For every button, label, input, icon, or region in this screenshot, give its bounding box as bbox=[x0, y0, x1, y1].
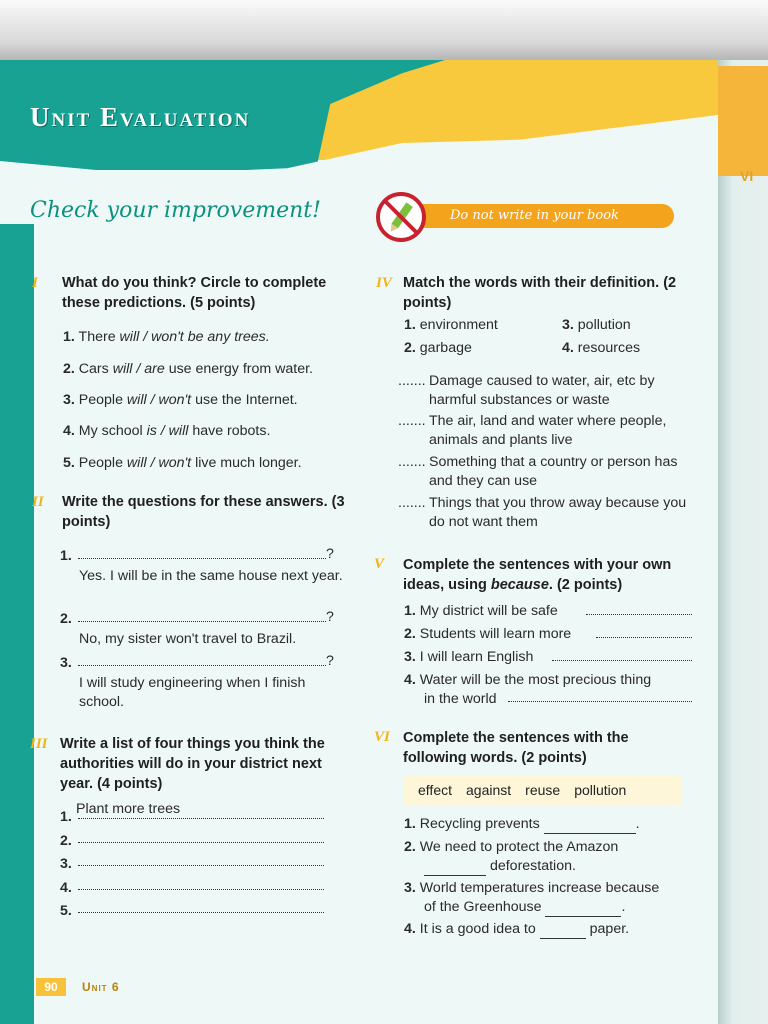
circle-options[interactable]: will / won't be any trees. bbox=[119, 329, 270, 345]
item-number: 3. bbox=[63, 392, 75, 408]
question-mark: ? bbox=[326, 546, 334, 562]
item-number: 4. bbox=[404, 921, 416, 937]
circle-options[interactable]: will / are bbox=[112, 361, 165, 377]
sentence-answer-line[interactable] bbox=[586, 613, 692, 615]
prediction-item bbox=[63, 328, 353, 347]
given-answer: No, my sister won't travel to Brazil. bbox=[79, 631, 297, 647]
answer-blank[interactable] bbox=[545, 916, 621, 917]
definition-text: Something that a country or person has and they can use bbox=[429, 454, 678, 489]
sentence-text: Students will learn more bbox=[419, 626, 572, 642]
fill-sentence bbox=[404, 838, 696, 857]
given-answer: I will study engineering when I finish school. bbox=[79, 675, 306, 710]
list-answer-line[interactable] bbox=[78, 864, 324, 866]
footer-unit-label: Unit 6 bbox=[82, 980, 120, 994]
item-number: 3. bbox=[60, 655, 72, 671]
item-number: 1. bbox=[404, 317, 416, 333]
page-title: Unit Evaluation bbox=[30, 102, 251, 132]
sentence-text: World temperatures increase because bbox=[419, 880, 660, 896]
question-answer-line[interactable] bbox=[78, 664, 326, 666]
question-answer-line[interactable] bbox=[78, 557, 326, 559]
match-blank[interactable]: ....... bbox=[398, 495, 426, 511]
word-bank bbox=[404, 775, 682, 805]
word-text: garbage bbox=[419, 340, 472, 356]
question-answer-line[interactable] bbox=[78, 620, 326, 622]
item-number: 2. bbox=[60, 833, 72, 849]
item-text: use energy from water. bbox=[164, 361, 313, 377]
item-number: 2. bbox=[63, 361, 75, 377]
section-subtitle: Check your improvement! bbox=[30, 198, 321, 223]
no-pencil-icon bbox=[376, 192, 426, 242]
no-write-label: Do not write in your book bbox=[422, 204, 674, 228]
match-blank[interactable]: ....... bbox=[398, 454, 426, 470]
section-number-4: IV bbox=[376, 275, 392, 291]
section-number-5: V bbox=[374, 556, 385, 572]
no-write-notice bbox=[376, 192, 676, 242]
next-page-section-label: VI bbox=[740, 168, 754, 184]
item-number: 4. bbox=[63, 423, 75, 439]
question-mark: ? bbox=[326, 653, 334, 669]
item-text: People bbox=[78, 455, 127, 471]
item-number: 1. bbox=[63, 329, 75, 345]
sentence-end: . bbox=[621, 899, 626, 915]
fill-sentence bbox=[404, 879, 696, 898]
word-bank-item: against bbox=[466, 782, 512, 798]
item-number: 2. bbox=[404, 340, 416, 356]
fill-sentence bbox=[404, 815, 696, 834]
item-number: 4. bbox=[404, 672, 416, 688]
given-answer: Yes. I will be in the same house next year. bbox=[79, 568, 343, 584]
sentence-text: My district will be safe bbox=[419, 603, 558, 619]
match-blank[interactable]: ....... bbox=[398, 373, 426, 389]
match-word bbox=[404, 339, 472, 358]
item-number: 5. bbox=[60, 903, 72, 919]
sentence-end: paper. bbox=[589, 921, 630, 937]
sentence-text: It is a good idea to bbox=[419, 921, 536, 937]
word-bank-item: effect bbox=[418, 782, 452, 798]
item-number: 1. bbox=[404, 603, 416, 619]
definition-text: The air, land and water where people, animals and plants live bbox=[429, 413, 667, 448]
sentence-item bbox=[404, 625, 694, 644]
word-text: environment bbox=[419, 317, 498, 333]
item-number: 2. bbox=[404, 626, 416, 642]
item-text: live much longer. bbox=[191, 455, 302, 471]
word-text: resources bbox=[577, 340, 641, 356]
sentence-answer-line[interactable] bbox=[552, 659, 692, 661]
sentence-text: deforestation. bbox=[489, 858, 576, 874]
item-number: 3. bbox=[60, 856, 72, 872]
scan-edge bbox=[0, 0, 768, 60]
list-answer-line[interactable] bbox=[78, 911, 324, 913]
definition-text: Things that you throw away because you do not want them bbox=[429, 495, 687, 530]
prediction-item bbox=[63, 391, 353, 410]
item-number: 2. bbox=[60, 611, 72, 627]
section-2-instruction: Write the questions for these answers. (3 points) bbox=[62, 494, 345, 530]
match-word bbox=[562, 316, 631, 335]
word-bank-item: pollution bbox=[574, 782, 627, 798]
item-text: use the Internet. bbox=[191, 392, 298, 408]
next-page-banner bbox=[718, 66, 768, 176]
sentence-item bbox=[404, 602, 694, 621]
item-text: My school bbox=[78, 423, 147, 439]
item-text: There bbox=[78, 329, 120, 345]
sentence-text-cont: in the world bbox=[424, 691, 497, 707]
list-answer-line[interactable] bbox=[78, 888, 324, 890]
match-word bbox=[404, 316, 498, 335]
next-page-edge bbox=[718, 60, 768, 1024]
sentence-answer-line[interactable] bbox=[596, 636, 692, 638]
sentence-end: . bbox=[635, 816, 640, 832]
item-number: 4. bbox=[60, 880, 72, 896]
item-text: People bbox=[78, 392, 127, 408]
fill-sentence-cont bbox=[424, 898, 625, 917]
item-number: 3. bbox=[404, 880, 416, 896]
handwritten-answer: Plant more trees bbox=[76, 801, 181, 817]
match-word bbox=[562, 339, 640, 358]
sentence-answer-line[interactable] bbox=[508, 700, 692, 702]
section-6-instruction: Complete the sentences with the following words. (2 points) bbox=[403, 730, 629, 766]
sentence-text: I will learn English bbox=[419, 649, 534, 665]
prediction-item bbox=[63, 454, 353, 473]
prediction-item bbox=[63, 422, 353, 441]
page-number: 90 bbox=[36, 978, 66, 996]
sentence-text: of the Greenhouse bbox=[424, 899, 542, 915]
sentence-item bbox=[404, 671, 694, 690]
item-number: 1. bbox=[60, 809, 72, 825]
item-text: Cars bbox=[78, 361, 113, 377]
circle-options[interactable]: will / won't bbox=[126, 392, 192, 408]
section-number-2: II bbox=[32, 494, 44, 510]
item-number: 3. bbox=[562, 317, 574, 333]
circle-options[interactable]: is / will bbox=[146, 423, 189, 439]
prediction-item bbox=[63, 360, 353, 379]
item-number: 2. bbox=[404, 839, 416, 855]
match-blank[interactable]: ....... bbox=[398, 413, 426, 429]
section-5-instruction: Complete the sentences with your own ideas, using because. (2 points) bbox=[403, 557, 672, 593]
sentence-item bbox=[404, 648, 694, 667]
word-text: pollution bbox=[577, 317, 631, 333]
list-answer-line[interactable] bbox=[78, 841, 324, 843]
item-text: have robots. bbox=[188, 423, 271, 439]
circle-options[interactable]: will / won't bbox=[126, 455, 192, 471]
section-1-instruction: What do you think? Circle to complete these predictions. (5 points) bbox=[62, 275, 327, 311]
sentence-text: Recycling prevents bbox=[419, 816, 540, 832]
item-number: 3. bbox=[404, 649, 416, 665]
fill-sentence bbox=[404, 920, 696, 939]
question-mark: ? bbox=[326, 609, 334, 625]
answer-blank[interactable] bbox=[424, 875, 486, 876]
word-bank-item: reuse bbox=[525, 782, 561, 798]
section-number-1: I bbox=[32, 275, 38, 291]
answer-blank[interactable] bbox=[544, 833, 636, 834]
sentence-text: Water will be the most precious thing bbox=[419, 672, 652, 688]
sentence-text: We need to protect the Amazon bbox=[419, 839, 619, 855]
section-number-6: VI bbox=[374, 729, 390, 745]
answer-blank[interactable] bbox=[540, 938, 586, 939]
item-number: 5. bbox=[63, 455, 75, 471]
item-number: 4. bbox=[562, 340, 574, 356]
fill-sentence-cont bbox=[424, 857, 576, 876]
section-4-instruction: Match the words with their definition. (2 points) bbox=[403, 275, 677, 311]
definition-text: Damage caused to water, air, etc by harmful substances or waste bbox=[429, 373, 655, 408]
item-number: 1. bbox=[404, 816, 416, 832]
section-number-3: III bbox=[30, 736, 48, 752]
section-3-instruction: Write a list of four things you think the authorities will do in your district next year. (4 points) bbox=[60, 736, 325, 792]
item-number: 1. bbox=[60, 548, 72, 564]
